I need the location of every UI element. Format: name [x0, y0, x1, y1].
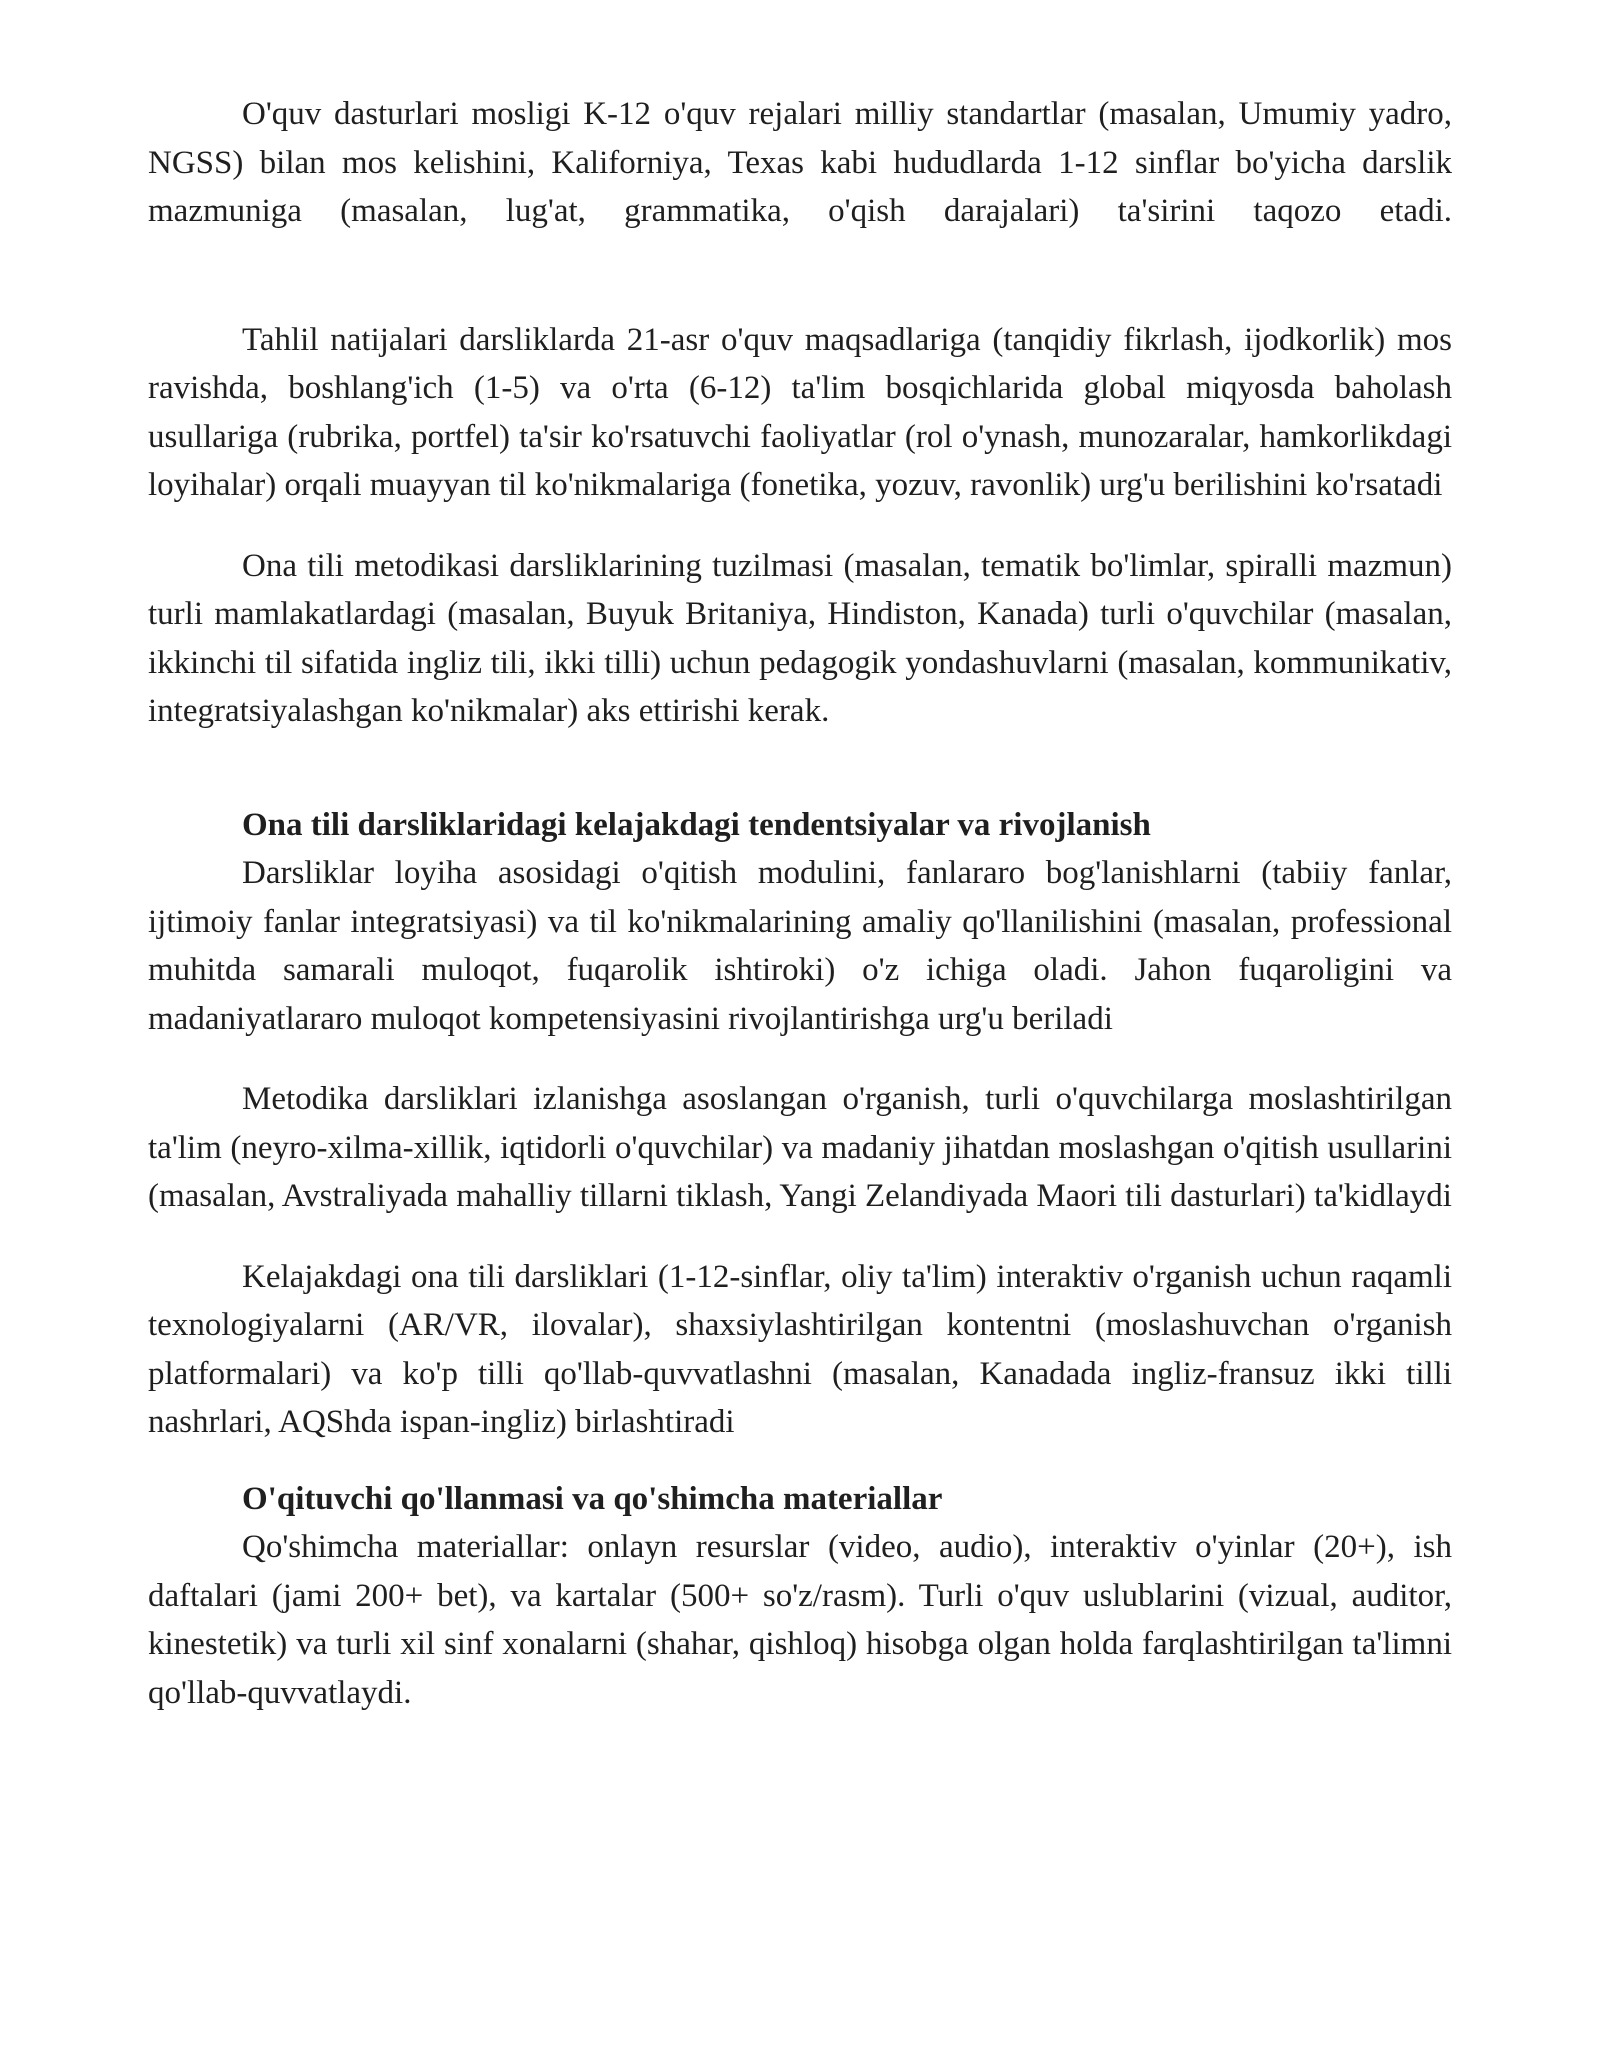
paragraph-analysis-results: Tahlil natijalari darsliklarda 21-asr o'quv maqsadlariga (tanqidiy fikrlash, ijodkorlik) mos ravishda, boshlang'ich (1-5) va o'rta (6-12) ta'lim bosqichlarida global miqyosda baholash usullariga (rubrika, portfel) ta'sir ko'rsatuvchi faoliyatlar (rol o'ynash, munozaralar, hamkorlikdagi loyihalar) orqali muayyan til ko'nikmalariga (fonetika, yozuv, ravonlik) urg'u berilishini ko'rsatadi	[148, 321, 1452, 503]
paragraph-spacer	[148, 1221, 1452, 1253]
section-heading-future-trends: Ona tili darsliklaridagi kelajakdagi tendentsiyalar va rivojlanish	[242, 806, 1151, 843]
paragraph-spacer	[148, 236, 1452, 316]
paragraph-curriculum-alignment: O'quv dasturlari mosligi K-12 o'quv rejalari milliy standartlar (masalan, Umumiy yadro, NGSS) bilan mos kelishini, Kaliforniya, Texas kabi hududlarda 1-12 sinflar bo'yicha darslik mazmuniga (masalan, lug'at, grammatika, o'qish darajalari) ta'sirini taqozo etadi.	[148, 96, 1452, 229]
section-heading-teacher-guide: O'qituvchi qo'llanmasi va qo'shimcha materiallar	[242, 1480, 943, 1517]
document-page	[148, 90, 1452, 1717]
paragraph-future-digital-textbooks: Kelajakdagi ona tili darsliklari (1-12-sinflar, oliy ta'lim) interaktiv o'rganish uchun raqamli texnologiyalarni (AR/VR, ilovalar), shaxsiylashtirilgan kontentni (moslashuvchan o'rganish platformalari) va ko'p tilli qo'llab-quvvatlashni (masalan, Kanadada ingliz-fransuz ikki tilli nashrlari, AQShda ispan-ingliz) birlashtiradi	[148, 1258, 1452, 1440]
paragraph-project-based-modules: Darsliklar loyiha asosidagi o'qitish modulini, fanlararo bog'lanishlarni (tabiiy fanlar, ijtimoiy fanlar integratsiyasi) va til ko'nikmalarining amaliy qo'llanilishini (masalan, professional muhitda samarali muloqot, fuqarolik ishtiroki) o'z ichiga oladi. Jahon fuqaroligini va madaniyatlararo muloqot kompetensiyasini rivojlantirishga urg'u beriladi	[148, 855, 1452, 1037]
paragraph-spacer	[148, 510, 1452, 542]
paragraph-supplementary-materials: Qo'shimcha materiallar: onlayn resurslar (video, audio), interaktiv o'yinlar (20+), ish daftalari (jami 200+ bet), va kartalar (500+ so'z/rasm). Turli o'quv uslublarini (vizual, auditor, kinestetik) va turli xil sinf xonalarni (shahar, qishloq) hisobga olgan holda farqlashtirilgan ta'limni qo'llab-quvvatlaydi.	[148, 1529, 1452, 1711]
paragraph-textbook-structure: Ona tili metodikasi darsliklarining tuzilmasi (masalan, tematik bo'limlar, spiralli mazmun) turli mamlakatlardagi (masalan, Buyuk Britaniya, Hindiston, Kanada) turli o'quvchilar (masalan, ikkinchi til sifatida ingliz tili, ikki tilli) uchun pedagogik yondashuvlarni (masalan, kommunikativ, integratsiyalashgan ko'nikmalar) aks ettirishi kerak.	[148, 547, 1452, 729]
paragraph-spacer	[148, 1447, 1452, 1475]
paragraph-spacer	[148, 1043, 1452, 1075]
paragraph-methodology-textbooks: Metodika darsliklari izlanishga asoslangan o'rganish, turli o'quvchilarga moslashtirilgan ta'lim (neyro-xilma-xillik, iqtidorli o'quvchilar) va madaniy jihatdan moslashgan o'qitish usullarini (masalan, Avstraliyada mahalliy tillarni tiklash, Yangi Zelandiyada Maori tili dasturlari) ta'kidlaydi	[148, 1081, 1452, 1214]
paragraph-spacer	[148, 736, 1452, 801]
